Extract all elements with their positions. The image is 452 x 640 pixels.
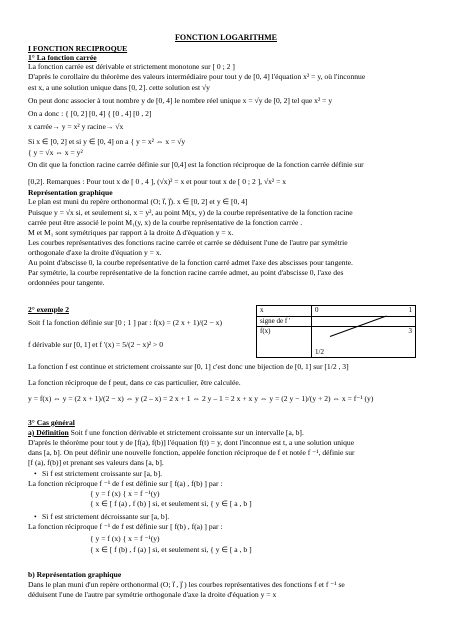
derivative-line: f dérivable sur [0, 1] et f '(x) = 5/(2 − x)² > 0 — [28, 340, 164, 349]
subsection-heading: b) Représentation graphique — [28, 570, 122, 579]
table-cell: 3 — [375, 327, 416, 358]
text-line: D'après le théorème pour tout y de [f(a), f(b)] l'équation f(t) = y, dont l'inconnue est t, a une solution unique — [28, 438, 355, 447]
text-line: déduisent l'une de l'autre par symétrie orthogonale d'axe la droite d'équation y = x — [28, 590, 277, 599]
section-heading: 3° Cas général — [28, 418, 75, 427]
definition-line — [28, 428, 438, 438]
mapping-line: On a donc : { [0, 2] [0, 4] { [0 , 4] [0 , 2] — [28, 109, 152, 118]
equivalence-line: Si x ∈ [0, 2] et si y ∈ [0, 4] on a { y = x² ⇔ x = √y — [28, 137, 186, 146]
remark-line: [0,2]. Remarques : Pour tout x de [ 0 , 4 ], (√x)² = x et pour tout x de [ 0 ; 2 ], √x² = x — [28, 177, 287, 186]
bullet-item: Si f est strictement croissante sur [a, b]. — [42, 469, 162, 478]
text-line: dans [a, b]. On peut définir une nouvelle fonction, appelée fonction réciproque de f et notée f ⁻¹, définie sur — [28, 448, 355, 457]
text-line: carrée peut être associé le point M₁(y, x) de la courbe représentative de la fonction carrée . — [28, 218, 303, 227]
text-line: Au point d'abscisse 0, la courbe représentative de la fonction carré admet l'axe des abscisses pour tangente. — [28, 258, 353, 267]
table-cell: signe de f ' — [257, 316, 312, 327]
text-line: [f (a), f(b)] et prenant ses valeurs dans [a, b]. — [28, 458, 164, 467]
text-line: Par symétrie, la courbe représentative de la fonction racine carrée admet, au point d'abscisse 0, l'axe des — [28, 268, 344, 277]
table-cell: x — [257, 306, 312, 317]
graph-heading: Représentation graphique — [28, 188, 113, 197]
text-line: La fonction carrée est dérivable et strictement monotone sur [ 0 ; 2 ] — [28, 62, 235, 71]
table-cell: 1/2 — [312, 327, 375, 358]
variation-table — [256, 305, 416, 358]
text-line: D'après le corollaire du théorème des valeurs intermédiaire pour tout y de [0, 4] l'équation x² = y, où l'inconnue — [28, 72, 366, 81]
text-line: On peut donc associer à tout nombre y de [0, 4] le nombre réel unique x = √y de [0, 2] tel que x² = y — [28, 96, 333, 105]
system-line: { x ∈ [ f (b) , f (a) ] si, et seulement si, { y ∈ [ a , b ] — [90, 545, 252, 554]
text-line: La fonction réciproque f ⁻¹ de f est définie sur [ f(b) , f(a) ] par : — [28, 522, 223, 531]
example-heading: 2° exemple 2 — [28, 305, 69, 314]
bullet-icon: • — [34, 512, 37, 521]
definition-text: Soit f une fonction dérivable et strictement croissante sur un intervalle [a, b]. — [68, 428, 304, 437]
text-line: Les courbes représentatives des fonctions racine carrée et carrée se déduisent l'une de l'autre par symétrie — [28, 238, 348, 247]
text-line: On dit que la fonction racine carrée définie sur [0,4] est la fonction réciproque de la fonction carrée définie sur — [28, 160, 364, 169]
definition-label: a) Définition — [28, 428, 69, 437]
subsection-heading: 1° La fonction carrée — [28, 53, 97, 62]
text-line: est x, a une solution unique dans [0, 2]. cette solution est √y — [28, 83, 210, 92]
text-line: La fonction réciproque de f peut, dans ce cas particulier, être calculée. — [28, 378, 241, 387]
text-line: M et M₁ sont symétriques par rapport à la droite Δ d'équation y = x. — [28, 228, 234, 237]
function-definition: Soit f la fonction définie sur [0 ; 1 ] par : f(x) = (2 x + 1)/(2 − x) — [28, 318, 222, 327]
bullet-item: Si f est strictement décroissante sur [a, b]. — [42, 512, 170, 521]
text-line: Dans le plan muni d'un repère orthonormal (O; i⃗ , j⃗ ) les courbes représentatives des fonctions f et f ⁻¹ se — [28, 580, 345, 589]
table-cell: f(x) — [257, 327, 312, 358]
equivalence-line: { y = √x ⇔ x = y² — [28, 148, 83, 157]
system-line: { x ∈ [ f (a) , f (b) ] si, et seulement si, { y ∈ [ a , b ] — [90, 499, 252, 508]
page-title: FONCTION LOGARITHME — [174, 33, 277, 42]
calculation-line: y = f(x) ⇔ y = (2 x + 1)/(2 − x) ⇔ y (2 – x) = 2 x + 1 ⇔ 2 y – 1 = 2 x + x y ⇔ y = (2 y − 1)/(y + 2) ⇔ x = f⁻¹ (y) — [28, 394, 374, 403]
text-line: Puisque y = √x si, et seulement si, x = y², au point M(x, y) de la courbe représentative de la fonction racine — [28, 208, 353, 217]
mapping-line: x carrée→ y = x² y racine→ √x — [28, 122, 124, 131]
text-line: orthogonale d'axe la droite d'équation y = x. — [28, 248, 162, 257]
text-line: ordonnées pour tangente. — [28, 278, 105, 287]
continuity-line: La fonction f est continue et strictement croissante sur [0, 1] c'est donc une bijection de [0, 1] sur [1/2 , 3] — [28, 362, 349, 371]
text-line: La fonction réciproque f ⁻¹ de f est définie sur [ f(a) , f(b) ] par : — [28, 479, 223, 488]
table-cell: 1 — [375, 306, 416, 317]
table-cell: 0 — [312, 306, 375, 317]
section-heading: I FONCTION RECIPROQUE — [28, 44, 128, 53]
text-line: Le plan est muni du repère orthonormal (O; i⃗, j⃗). x ∈ [0, 2] et y ∈ [0, 4] — [28, 197, 248, 206]
bullet-icon: • — [34, 469, 37, 478]
table-cell — [312, 316, 416, 327]
system-line: { y = f (x) { x = f ⁻¹(y) — [90, 489, 160, 498]
system-line: { y = f (x) { x = f ⁻¹(y) — [90, 534, 160, 543]
